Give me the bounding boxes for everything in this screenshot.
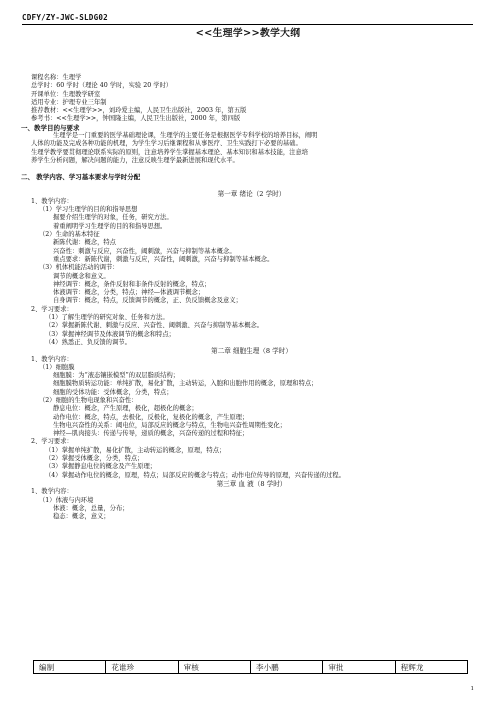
content-item: （3）机体机能活动的调节： — [39, 264, 119, 272]
chapter-title: 第三章 血 液（8 学时） — [216, 479, 287, 488]
info-line: 参考书：<<生理学>>，钟国隆主编，人民卫生出版社，2000 年，第四版 — [31, 115, 241, 123]
requirements-label: 2、学习要求： — [31, 305, 73, 313]
info-line: 总学时：60 学时（理论 40 学时，实验 20 学时） — [31, 82, 173, 90]
requirement-item: （4）掌握动作电位的概念，原理，特点；局部反应的概念与特点；动作电位传导的原理，兴奋传递的过程。 — [45, 471, 345, 479]
paragraph-line: 生理学教学要贯彻理论联系实际的原则，注意培养学生掌握基本理论、基本知识和基本技能，注意培 — [31, 148, 309, 156]
chapter-items — [31, 364, 472, 439]
content-item: 稳态：概念，意义； — [53, 513, 110, 521]
chapter-items — [31, 497, 472, 522]
content-item: 静息电位：概念，产生原理，极化，超极化的概念； — [53, 405, 198, 413]
info-line: 开课单位：生理教学研室 — [31, 90, 101, 98]
content-item: 细胞膜：为“液态镶嵌模型”的双层脂质结构； — [53, 372, 180, 380]
table-row — [34, 661, 468, 674]
content-item: 兴奋性：刺激与反应，兴奋性，阈刺激，兴奋与抑制等基本概念。 — [53, 247, 236, 255]
requirement-item: （2）掌握新陈代谢、刺激与反应、兴奋性、阈刺激、兴奋与抑制等基本概念。 — [45, 322, 264, 330]
content-label: 1、教学内容： — [31, 355, 73, 363]
table-cell: 程辉龙 — [395, 661, 467, 674]
content-item: 生物电兴奋性的关系：阈电位，局部反应的概念与特点，生物电兴奋性周期性变化； — [53, 421, 286, 429]
content-item: 体液：概念，总量，分布； — [53, 504, 129, 512]
content-item: 神经—肌肉接头：传递与传导，递质的概念，兴奋传递的过程和特征； — [53, 430, 249, 438]
requirement-item: （1）了解生理学的研究对象、任务和方法。 — [45, 314, 169, 322]
content-item: 调节的概念和意义。 — [53, 272, 110, 280]
requirement-item: （4）熟悉正、负反馈的调节。 — [45, 338, 131, 346]
section-heading: 二、 教学内容、学习基本要求与学时分配 — [21, 173, 141, 182]
info-line: 适用专业：护理专业三年制 — [31, 98, 107, 106]
table-cell: 审核 — [178, 661, 250, 674]
content-item: 着重阐明学习生理学的目的和指导思想。 — [53, 222, 167, 230]
requirement-item: （1）掌握单纯扩散，易化扩散，主动转运的概念，原理，特点； — [45, 446, 226, 454]
document-title: <<生理学>>教学大纲 — [195, 28, 301, 39]
content-label: 1、教学内容： — [31, 488, 73, 496]
content-item: （1）体液与内环境 — [39, 496, 94, 504]
requirement-item: （3）掌握神经调节及体液调节的概念和特点； — [45, 330, 175, 338]
content-item: 掘要介绍生理学的对象，任务，研究方法。 — [53, 214, 173, 222]
content-item: （1）学习生理学的目的和指导思想 — [39, 206, 138, 214]
content-item: 体液调节：概念，分类，特点；神经—体液调节概念； — [53, 289, 205, 297]
content-item: 细胞膜物质转运功能：单纯扩散，易化扩散，主动转运，入胞和出胞作用的概念，原理和特点； — [53, 380, 318, 388]
content-item: 自身调节：概念，特点，反馈调节的概念，正、负反馈概念及意义； — [53, 297, 242, 305]
table-cell: 花谁珍 — [106, 661, 178, 674]
chapter-title: 第二章 细胞生理（8 学时） — [211, 347, 292, 356]
requirement-item: （3）掌握静息电位的概念及产生原理； — [45, 463, 157, 471]
content-item: （1）细胞膜 — [39, 363, 75, 371]
content-item: （2）细胞的生物电现象和兴奋性： — [39, 396, 138, 404]
content-item: 细胞的受体功能：受体概念，分类，特点； — [53, 388, 173, 396]
table-cell: 李小鹏 — [250, 661, 322, 674]
content-item: （2）生命的基本特征 — [39, 231, 100, 239]
section-heading: 一、教学目的与要求 — [21, 123, 80, 132]
info-line: 课程名称：生理学 — [31, 74, 82, 81]
requirement-item: （2）掌握受体概念，分类，特点； — [45, 455, 144, 463]
document-body — [21, 74, 472, 521]
page-number: 1 — [470, 686, 474, 692]
content-item: 神经调节：概念，条件反射和非条件反射的概念，特点； — [53, 280, 211, 288]
table-cell: 编制 — [34, 661, 106, 674]
signature-table — [33, 660, 468, 674]
document-code: CDFY/ZY-JWC-SLDG02 — [22, 13, 108, 22]
paragraph-line: 生理学是一门重要的医学基础理论课，生理学的主要任务是根据医学专科学校的培养目标，阐明 — [53, 132, 318, 140]
chapter-title: 第一章 绪论（2 学时） — [217, 189, 286, 198]
content-item: 新陈代谢：概念，特点 — [53, 239, 116, 247]
course-info — [31, 74, 472, 124]
table-cell: 审批 — [323, 661, 395, 674]
content-label: 1、教学内容： — [31, 197, 73, 205]
paragraph-line: 养学生分析问题，解决问题的能力，注意反映生理学最新进展和现代水平。 — [31, 156, 239, 164]
chapter-items — [31, 206, 472, 306]
requirements-label: 2、学习要求： — [31, 438, 73, 446]
content-item: 重点要求：新陈代谢，刺激与反应，兴奋性，阈刺激，兴奋与抑制等基本概念。 — [53, 255, 274, 263]
content-item: 动作电位：概念，特点，去极化，反极化，复极化的概念，产生原理； — [53, 413, 249, 421]
info-line: 推荐教材：<<生理学>>，刘玲爱主编，人民卫生出版社，2003 年，第五版 — [31, 107, 247, 115]
paragraph-line: 人体的功能及完成各种功能的机理，为学生学习后继课程和从事医疗、卫生实践打下必要的基础。 — [31, 140, 302, 148]
